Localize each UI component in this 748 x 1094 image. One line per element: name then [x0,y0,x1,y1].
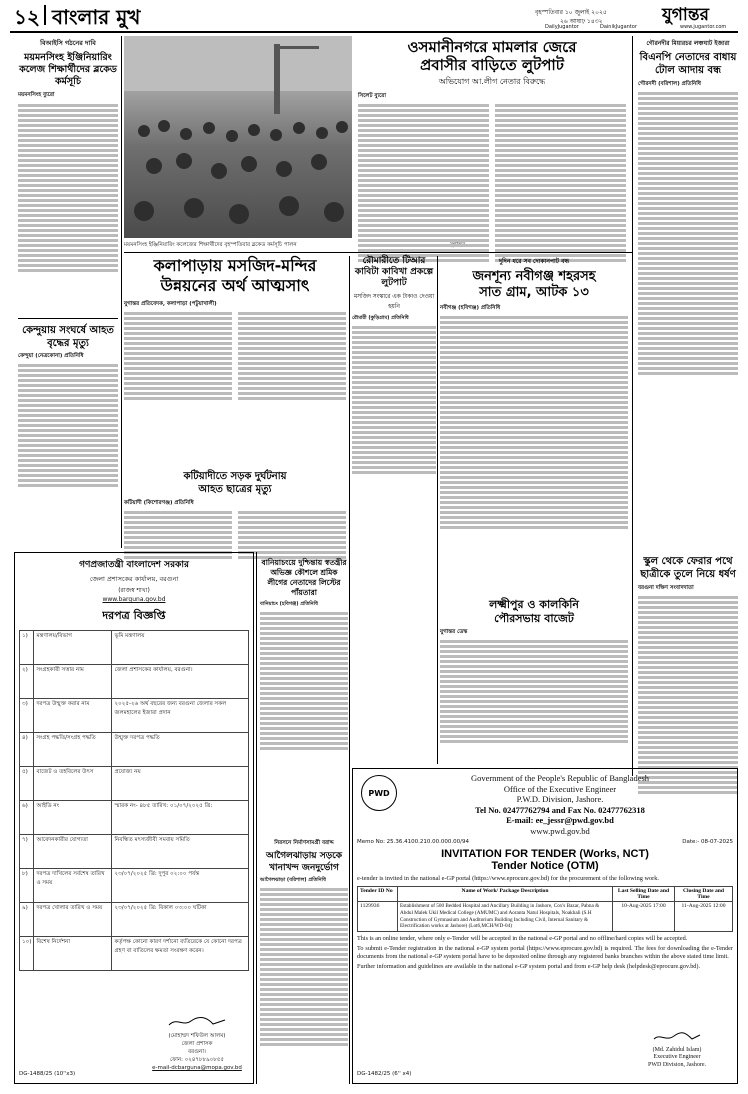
signature-image [652,1031,702,1043]
headline: ময়মনসিংহ ইঞ্জিনিয়ারিং কলেজ শিক্ষার্থীদের ব্লকেড কর্মসূচি [19,52,117,87]
notice-cell-n: ১০) [20,937,34,971]
division-line: P.W.D. Division, Jashore. [516,794,604,804]
closing-date: 11-Aug-2025 12:00 [675,902,733,932]
story-kendua [18,324,118,487]
signer-name: (মোহাম্মদ শফিউল আলম) [168,1033,226,1039]
notice-cell-n: ১) [20,631,34,665]
pwd-logo-text: PWD [368,788,390,798]
notice-row [20,937,249,971]
tender-para: Further information and guidelines are available in the national e-GP system portal and from e-GP help desk (helpdesk@eprocure.gov.bd). [357,962,700,970]
byline: সিলেট ব্যুরো [358,93,386,99]
byline: যুগান্তর ডেস্ক [440,629,468,635]
byline: কেন্দুয়া (নেত্রকোনা) প্রতিনিধি [18,353,84,359]
story-osmaninagar [358,38,626,262]
signature-image [167,1015,227,1029]
notice-cell-v: প্রযোজ্য নয় [112,767,249,801]
kicker: নিরসনে নির্মাণসামগ্রী বরাদ্দ [274,840,334,846]
notice-title: দরপত্র বিজ্ঞপ্তি [102,609,166,622]
last-selling-date: 10-Aug-2025 17:00 [613,902,675,932]
social-handle: DainikJugantor [600,24,637,30]
notice-row [20,903,249,937]
story-baniachang [260,558,348,750]
notice-cell-n: ২) [20,665,34,699]
office-sub: (রাজস্ব শাখা) [118,587,150,594]
notice-cell-v: ২৩/০৭/২০২৫ খ্রি: বিকাল ০৩:০০ ঘটিকা [112,903,249,937]
notice-row [20,835,249,869]
notice-cell-k: সংগ্রহকারী সত্তার নাম [34,665,112,699]
col-header: Name of Work/ Package Description [398,887,613,902]
byline: বরগুনা দক্ষিণ সংবাদদাতা [638,585,694,591]
notice-cell-v: ২০২৫-২৬ অর্থ বছরের জন্য বরগুনা জেলার সকল জলমহালের ইজারা প্রদান [112,699,249,733]
signer-office: PWD Division, Jashore. [648,1061,706,1068]
work-description: Establishment of 500 Bedded Hospital and Ancillary Building in Jashore, Cox's Bazar, Pabna & Abdul Malek Ukil Medical College (AMUMC) and Aoranta Natul Hospitals, Noakhali (S.H Construction of Gymnasium and Auditorium Building Including Civil, Internal Sanitary & Electrification works at Jashore) (Lot6,MCH/WD-04) [398,902,613,932]
dg-number: DG-1482/25 (6'' x4) [357,1071,412,1077]
website-line: www.pwd.gov.bd [530,825,590,836]
website: www.jugantor.com [680,24,727,30]
byline: কটিয়াদী (কিশোরগঞ্জ) প্রতিনিধি [124,500,194,506]
headline-line2: উন্নয়নের অর্থ আত্মসাৎ [160,276,310,295]
headline-line2: প্রবাসীর বাড়িতে লুটপাট [420,56,564,74]
headline: স্কুল থেকে ফেরার পথে ছাত্রীকে তুলে নিয়ে ধর্ষণ [640,556,736,580]
byline: গৌরনদী (বরিশাল) প্রতিনিধি [638,81,701,87]
protest-photo [124,36,352,238]
headline: কেন্দুয়ায় সংঘর্ষে আহত বৃদ্ধের মৃত্যু [22,325,114,349]
story-mymensingh [18,38,118,272]
notice-cell-v: স্মারক নং- ৪৮৫ তারিখ: ০১/০৭/২০২৫ খ্রি: [112,801,249,835]
date-line: বৃহস্পতিবার ১০ জুলাই ২০২৫ [535,9,607,16]
article-body [18,104,118,272]
pwd-logo [361,775,397,811]
story-budget [440,598,628,743]
notice-cell-n: ৮) [20,869,34,903]
tender-para: This is an online tender, where only e-Tender will be accepted in the national e-GP portal and no offline/hard copies will be accepted. [357,935,688,943]
headline-line2: সাত গ্রাম, আটক ১৩ [479,285,589,300]
story-nabiganj [440,256,628,529]
notice-row [20,631,249,665]
headline: লক্ষ্মীপুর ও কালকিনি [489,598,579,611]
pwd-tender-notice [352,768,738,1084]
notice-row [20,665,249,699]
gov-line: Government of the People's Republic of Bangladesh [470,773,650,783]
signer-phone: ফোন: ০২৪৭৮৮৯০৮৫৫ [169,1057,225,1063]
headline: বিএনপি নেতাদের বাধায় টোল আদায় বন্ধ [639,52,737,76]
notice-cell-k: বাজেট ও তহবিলের উৎস [34,767,112,801]
crowd-illustration [124,36,352,238]
memo-date: Date:- 08-07-2025 [682,839,733,845]
notice-row [20,699,249,733]
notice-cell-n: ৯) [20,903,34,937]
tender-subtitle: Tender Notice (OTM) [491,860,599,872]
kicker: বিআইসি গঠনের দাবি [40,39,96,47]
notice-cell-v: ২৩/০৭/২০২৫ খ্রি: দুপুর ০২:০০ পর্যন্ত [112,869,249,903]
story-kalapara [124,256,346,400]
masthead [0,0,748,28]
signer-title: জেলা প্রশাসক [181,1041,213,1047]
dg-number: DG-1488/25 (10''x3) [19,1071,76,1077]
memo-number: Memo No: 25.36.4100.210.00.000.00/94 [357,839,470,845]
notice-cell-k: সংগ্রহ পদ্ধতি/সংগ্রহ পদ্ধতি [34,733,112,767]
notice-cell-n: ৬) [20,801,34,835]
notice-cell-k: দরপত্র খোলার তারিখ ও সময় [34,903,112,937]
notice-row [20,767,249,801]
office-website[interactable]: www.barguna.gov.bd [102,596,166,603]
notice-cell-v: জেলা প্রশাসকের কার্যালয়, বরগুনা। [112,665,249,699]
story-katiadi [124,470,346,559]
byline: যুগান্তর প্রতিবেদক, কলাপাড়া (পটুয়াখালী) [124,301,217,307]
notice-cell-k: দরপত্র দাখিলের সর্বশেষ তারিখ ও সময় [34,869,112,903]
subhead: অভিযোগ আ.লীগ নেতার বিরুদ্ধে [438,77,546,86]
signer-title: Executive Engineer [653,1054,701,1060]
page-number: ১২ [14,5,40,29]
office-name: জেলা প্রশাসকের কার্যালয়, বরগুনা [89,575,179,583]
notice-row [20,801,249,835]
notice-cell-k: বিশেষ নির্দেশনা [34,937,112,971]
office-line: Office of the Executive Engineer [503,783,617,794]
notice-cell-v: উন্মুক্ত দরপত্র পদ্ধতি [112,733,249,767]
headline-line2: পৌরসভায় বাজেট [494,612,574,625]
byline: রৌমারী (কুড়িগ্রাম) প্রতিনিধি [352,315,409,321]
story-roumari [352,256,436,474]
notice-cell-k: আবেদনকারীর যোগ্যতা [34,835,112,869]
notice-cell-k: দরপত্র উন্মুক্ত করার নাম [34,699,112,733]
notice-cell-n: ৫) [20,767,34,801]
signer-name: (Md. Zahidul Islam) [652,1046,702,1053]
col-header: Closing Date and Time [675,887,733,902]
signer-place: বরগুনা। [188,1049,206,1055]
headline: বানিয়াচংয়ে দুশ্চিন্তায় স্বতন্ত্রীর অভিজ্ঞ কৌশলে শ্রমিক লীগের নেতাদের লিস্টের পাঁয়তারা [261,558,347,597]
signer-email[interactable]: e-mail-dcbarguna@mopa.gov.bd [152,1065,242,1071]
byline: নবীগঞ্জ (হবিগঞ্জ) প্রতিনিধি [440,305,501,311]
story-agailjhara [260,840,348,1046]
headline: কটিয়াদীতে সড়ক দুর্ঘটনায় আহত ছাত্রের মৃত্যু [183,471,287,495]
headline: রৌমারীতে টিআর কাবিটা কাবিখা প্রকল্পে লুটপাট [354,256,434,288]
byline: আগৈলঝাড়া (বরিশাল) প্রতিনিধি [260,877,326,883]
headline: কলাপাড়ায় মসজিদ-মন্দির [153,256,317,275]
kicker: দুদিন ধরে সব দোকানপাট বন্ধ [498,258,570,265]
col-header: Last Selling Date and Time [613,887,675,902]
section-title: বাংলার মুখ [52,5,141,29]
tender-para: To submit e-Tender registration in the national e-GP system portal (https://www.eprocure.gov.bd) is required. The fees for downloading the e-Tender documents from the national e-GP system portal have to be deposited online through any registered banks branches within the above stated time limit. [357,944,733,960]
notice-cell-v: কর্তৃপক্ষ কোনো কারণ দর্শানো ব্যতিরেকে যে কোনো দরপত্র গ্রহণ বা বাতিলের ক্ষমতা সংরক্ষণ করেন। [112,937,249,971]
story-gournadi [638,38,738,375]
subhead: মসজিদ সংস্কারে এক টাকাও দেওয়া হয়নি [353,294,435,310]
tender-id: 1129936 [358,902,398,932]
tender-table [357,886,733,932]
notice-row [20,733,249,767]
notice-cell-v: ভূমি মন্ত্রণালয় [112,631,249,665]
notice-cell-k: আইডি নং [34,801,112,835]
notice-cell-v: নিবন্ধিত মৎস্যজীবী সমবায় সমিতি [112,835,249,869]
notice-cell-k: মন্ত্রণালয়/বিভাগ [34,631,112,665]
gov-tender-notice [14,552,254,1084]
gov-name: গণপ্রজাতন্ত্রী বাংলাদেশ সরকার [79,560,189,570]
col-header: Tender ID No [358,887,398,902]
headline: আগৈলঝাড়ায় সড়কে খানাখন্দ জনদুর্ভোগ [265,851,343,873]
masthead-rule [10,31,738,33]
headline: ওসমানীনগরে মামলার জেরে [407,38,577,56]
notice-cell-n: ৭) [20,835,34,869]
date-line-bengali: ২৬ আষাঢ় ১৪৩২ [560,18,603,25]
byline: বানিয়াচং (হবিগঞ্জ) প্রতিনিধি [260,601,318,607]
notice-row [20,869,249,903]
notice-table [19,630,249,971]
story-barguna [638,555,738,794]
notice-cell-n: ৩) [20,699,34,733]
email-line: E-mail: ee_jessr@pwd.gov.bd [506,815,614,825]
notice-cell-n: ৪) [20,733,34,767]
kicker: গৌরনদীর মিয়ারচর লঞ্চঘাট ইজারা [646,40,730,47]
signature-block [145,1015,249,1072]
headline: জনশূন্য নবীগঞ্জ শহরসহ [472,269,596,284]
tender-title: INVITATION FOR TENDER (Works, NCT) [441,848,649,860]
newspaper-logo: যুগান্তর [662,5,709,25]
tender-intro: e-tender is invited in the national e-GP portal (https://www.eprocure.gov.bd) for the procurement of the following work. [357,875,659,882]
phone-line: Tel No. 02477762794 and Fax No. 02477762318 [475,804,645,815]
byline: ময়মনসিংহ ব্যুরো [18,92,55,98]
social-handle: DailyJugantor [545,24,579,30]
signature-block [623,1031,731,1069]
photo-caption: ময়মনসিংহ ইঞ্জিনিয়ারিং কলেজের শিক্ষার্থীদের বৃহস্পতিবার ব্লকেড কর্মসূচি পালন [124,242,297,248]
